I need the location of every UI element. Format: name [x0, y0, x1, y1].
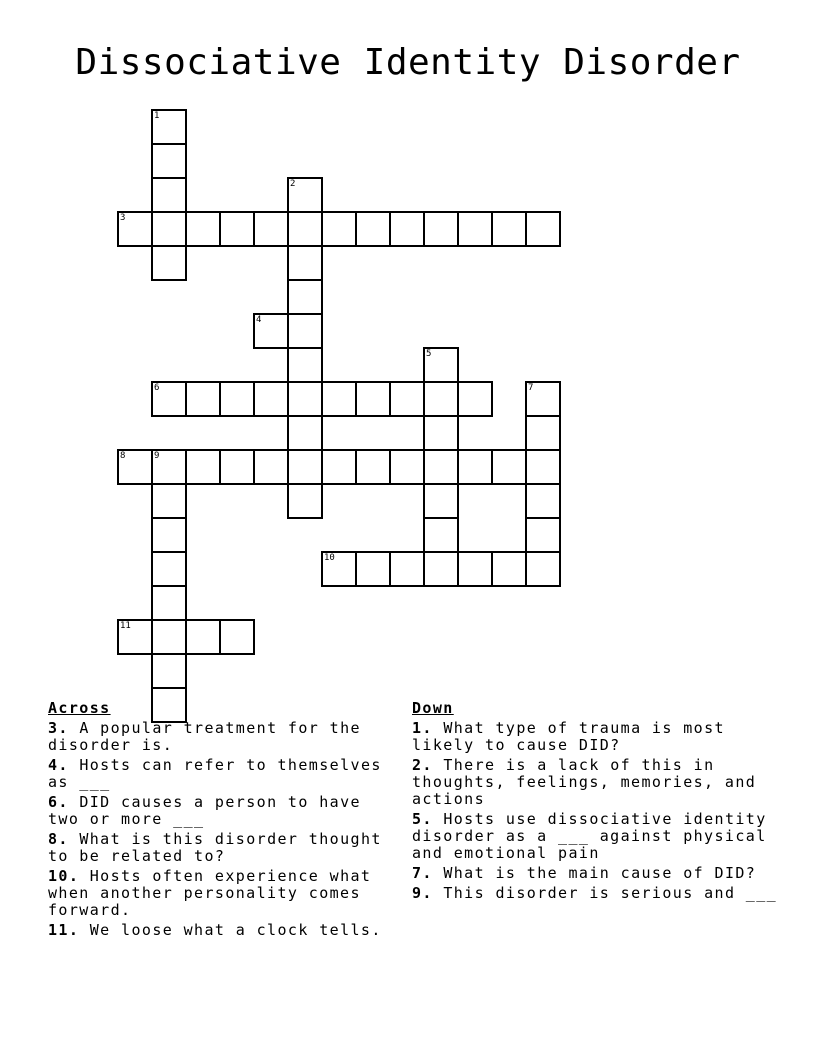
- grid-cell[interactable]: [151, 653, 187, 689]
- clue-down-5: [412, 811, 782, 862]
- grid-cell[interactable]: [525, 211, 561, 247]
- clue-across-4: [48, 757, 398, 791]
- clue-number: 9.: [412, 884, 433, 902]
- grid-cell[interactable]: [457, 381, 493, 417]
- clue-number: 1.: [412, 719, 433, 737]
- clue-number-label: 3: [120, 213, 126, 223]
- clue-number: 4.: [48, 756, 69, 774]
- grid-cell[interactable]: [151, 449, 187, 485]
- grid-cell[interactable]: [389, 551, 425, 587]
- grid-cell[interactable]: [389, 449, 425, 485]
- grid-cell[interactable]: [117, 449, 153, 485]
- grid-cell[interactable]: [423, 483, 459, 519]
- grid-cell[interactable]: [287, 245, 323, 281]
- clue-number-label: 6: [154, 383, 160, 393]
- grid-cell[interactable]: [287, 381, 323, 417]
- clue-number: 3.: [48, 719, 69, 737]
- grid-cell[interactable]: [151, 517, 187, 553]
- grid-cell[interactable]: [423, 381, 459, 417]
- grid-cell[interactable]: [219, 449, 255, 485]
- grid-cell[interactable]: [355, 449, 391, 485]
- clue-across-11: [48, 922, 398, 939]
- grid-cell[interactable]: [151, 381, 187, 417]
- clue-down-7: [412, 865, 782, 882]
- grid-cell[interactable]: [185, 211, 221, 247]
- clue-text: We loose what a clock tells.: [89, 921, 382, 939]
- grid-cell[interactable]: [117, 211, 153, 247]
- clue-across-6: [48, 794, 398, 828]
- grid-cell[interactable]: [321, 551, 357, 587]
- grid-cell[interactable]: [389, 381, 425, 417]
- clue-number: 11.: [48, 921, 80, 939]
- clue-down-2: [412, 757, 782, 808]
- clue-number: 2.: [412, 756, 433, 774]
- down-clues: [412, 700, 782, 905]
- clue-number-label: 1: [154, 111, 160, 121]
- grid-cell[interactable]: [423, 517, 459, 553]
- grid-cell[interactable]: [321, 381, 357, 417]
- clue-across-8: [48, 831, 398, 865]
- across-heading: Across: [48, 699, 111, 717]
- grid-cell[interactable]: [423, 211, 459, 247]
- clue-number-label: 11: [120, 621, 131, 631]
- grid-cell[interactable]: [287, 313, 323, 349]
- grid-cell[interactable]: [185, 619, 221, 655]
- clue-number-label: 9: [154, 451, 160, 461]
- clue-text: Hosts often experience what when another personality comes forward.: [48, 867, 372, 919]
- clue-number-label: 10: [324, 553, 335, 563]
- grid-cell[interactable]: [525, 517, 561, 553]
- grid-cell[interactable]: [117, 619, 153, 655]
- grid-cell[interactable]: [525, 449, 561, 485]
- clue-text: DID causes a person to have two or more ___: [48, 793, 361, 828]
- clue-number-label: 5: [426, 349, 432, 359]
- grid-cell[interactable]: [525, 483, 561, 519]
- clue-number-label: 8: [120, 451, 126, 461]
- clue-text: This disorder is serious and ___: [443, 884, 778, 902]
- grid-cell[interactable]: [457, 449, 493, 485]
- grid-cell[interactable]: [151, 245, 187, 281]
- grid-cell[interactable]: [219, 619, 255, 655]
- grid-cell[interactable]: [355, 211, 391, 247]
- clue-number-label: 4: [256, 315, 262, 325]
- grid-cell[interactable]: [151, 483, 187, 519]
- grid-cell[interactable]: [185, 449, 221, 485]
- grid-cell[interactable]: [151, 551, 187, 587]
- grid-cell[interactable]: [287, 347, 323, 383]
- grid-cell[interactable]: [151, 109, 187, 145]
- grid-cell[interactable]: [525, 381, 561, 417]
- grid-cell[interactable]: [355, 381, 391, 417]
- grid-cell[interactable]: [151, 177, 187, 213]
- clue-number: 10.: [48, 867, 80, 885]
- clue-text: Hosts use dissociative identity disorder as a ___ against physical and emotional pain: [412, 810, 767, 862]
- grid-cell[interactable]: [423, 551, 459, 587]
- grid-cell[interactable]: [321, 449, 357, 485]
- clue-down-1: [412, 720, 782, 754]
- grid-cell[interactable]: [253, 211, 289, 247]
- grid-cell[interactable]: [355, 551, 391, 587]
- grid-cell[interactable]: [457, 211, 493, 247]
- grid-cell[interactable]: [219, 211, 255, 247]
- grid-cell[interactable]: [151, 585, 187, 621]
- clue-text: There is a lack of this in thoughts, feelings, memories, and actions: [412, 756, 757, 808]
- grid-cell[interactable]: [525, 551, 561, 587]
- clue-number-label: 2: [290, 179, 296, 189]
- grid-cell[interactable]: [287, 483, 323, 519]
- grid-cell[interactable]: [287, 415, 323, 451]
- clue-text: A popular treatment for the disorder is.: [48, 719, 361, 754]
- grid-cell[interactable]: [151, 143, 187, 179]
- grid-cell[interactable]: [287, 279, 323, 315]
- clue-text: What is this disorder thought to be related to?: [48, 830, 382, 865]
- page-title: Dissociative Identity Disorder: [75, 42, 741, 83]
- grid-cell[interactable]: [287, 211, 323, 247]
- grid-cell[interactable]: [287, 177, 323, 213]
- grid-cell[interactable]: [457, 551, 493, 587]
- grid-cell[interactable]: [491, 551, 527, 587]
- clue-number: 8.: [48, 830, 69, 848]
- grid-cell[interactable]: [423, 449, 459, 485]
- clue-text: What is the main cause of DID?: [443, 864, 757, 882]
- down-heading: Down: [412, 699, 454, 717]
- grid-cell[interactable]: [491, 449, 527, 485]
- grid-cell[interactable]: [151, 211, 187, 247]
- grid-cell[interactable]: [389, 211, 425, 247]
- grid-cell[interactable]: [491, 211, 527, 247]
- grid-cell[interactable]: [185, 381, 221, 417]
- grid-cell[interactable]: [423, 347, 459, 383]
- clue-down-9: [412, 885, 782, 902]
- clue-text: Hosts can refer to themselves as ___: [48, 756, 382, 791]
- clue-text: What type of trauma is most likely to cause DID?: [412, 719, 725, 754]
- clue-number: 6.: [48, 793, 69, 811]
- clue-number: 7.: [412, 864, 433, 882]
- grid-cell[interactable]: [423, 415, 459, 451]
- grid-cell[interactable]: [253, 449, 289, 485]
- grid-cell[interactable]: [321, 211, 357, 247]
- clue-across-10: [48, 868, 398, 919]
- clue-across-3: [48, 720, 398, 754]
- grid-cell[interactable]: [525, 415, 561, 451]
- across-clues: [48, 700, 398, 942]
- clue-number-label: 7: [528, 383, 534, 393]
- grid-cell[interactable]: [253, 313, 289, 349]
- grid-cell[interactable]: [219, 381, 255, 417]
- clue-number: 5.: [412, 810, 433, 828]
- grid-cell[interactable]: [151, 619, 187, 655]
- grid-cell[interactable]: [253, 381, 289, 417]
- grid-cell[interactable]: [287, 449, 323, 485]
